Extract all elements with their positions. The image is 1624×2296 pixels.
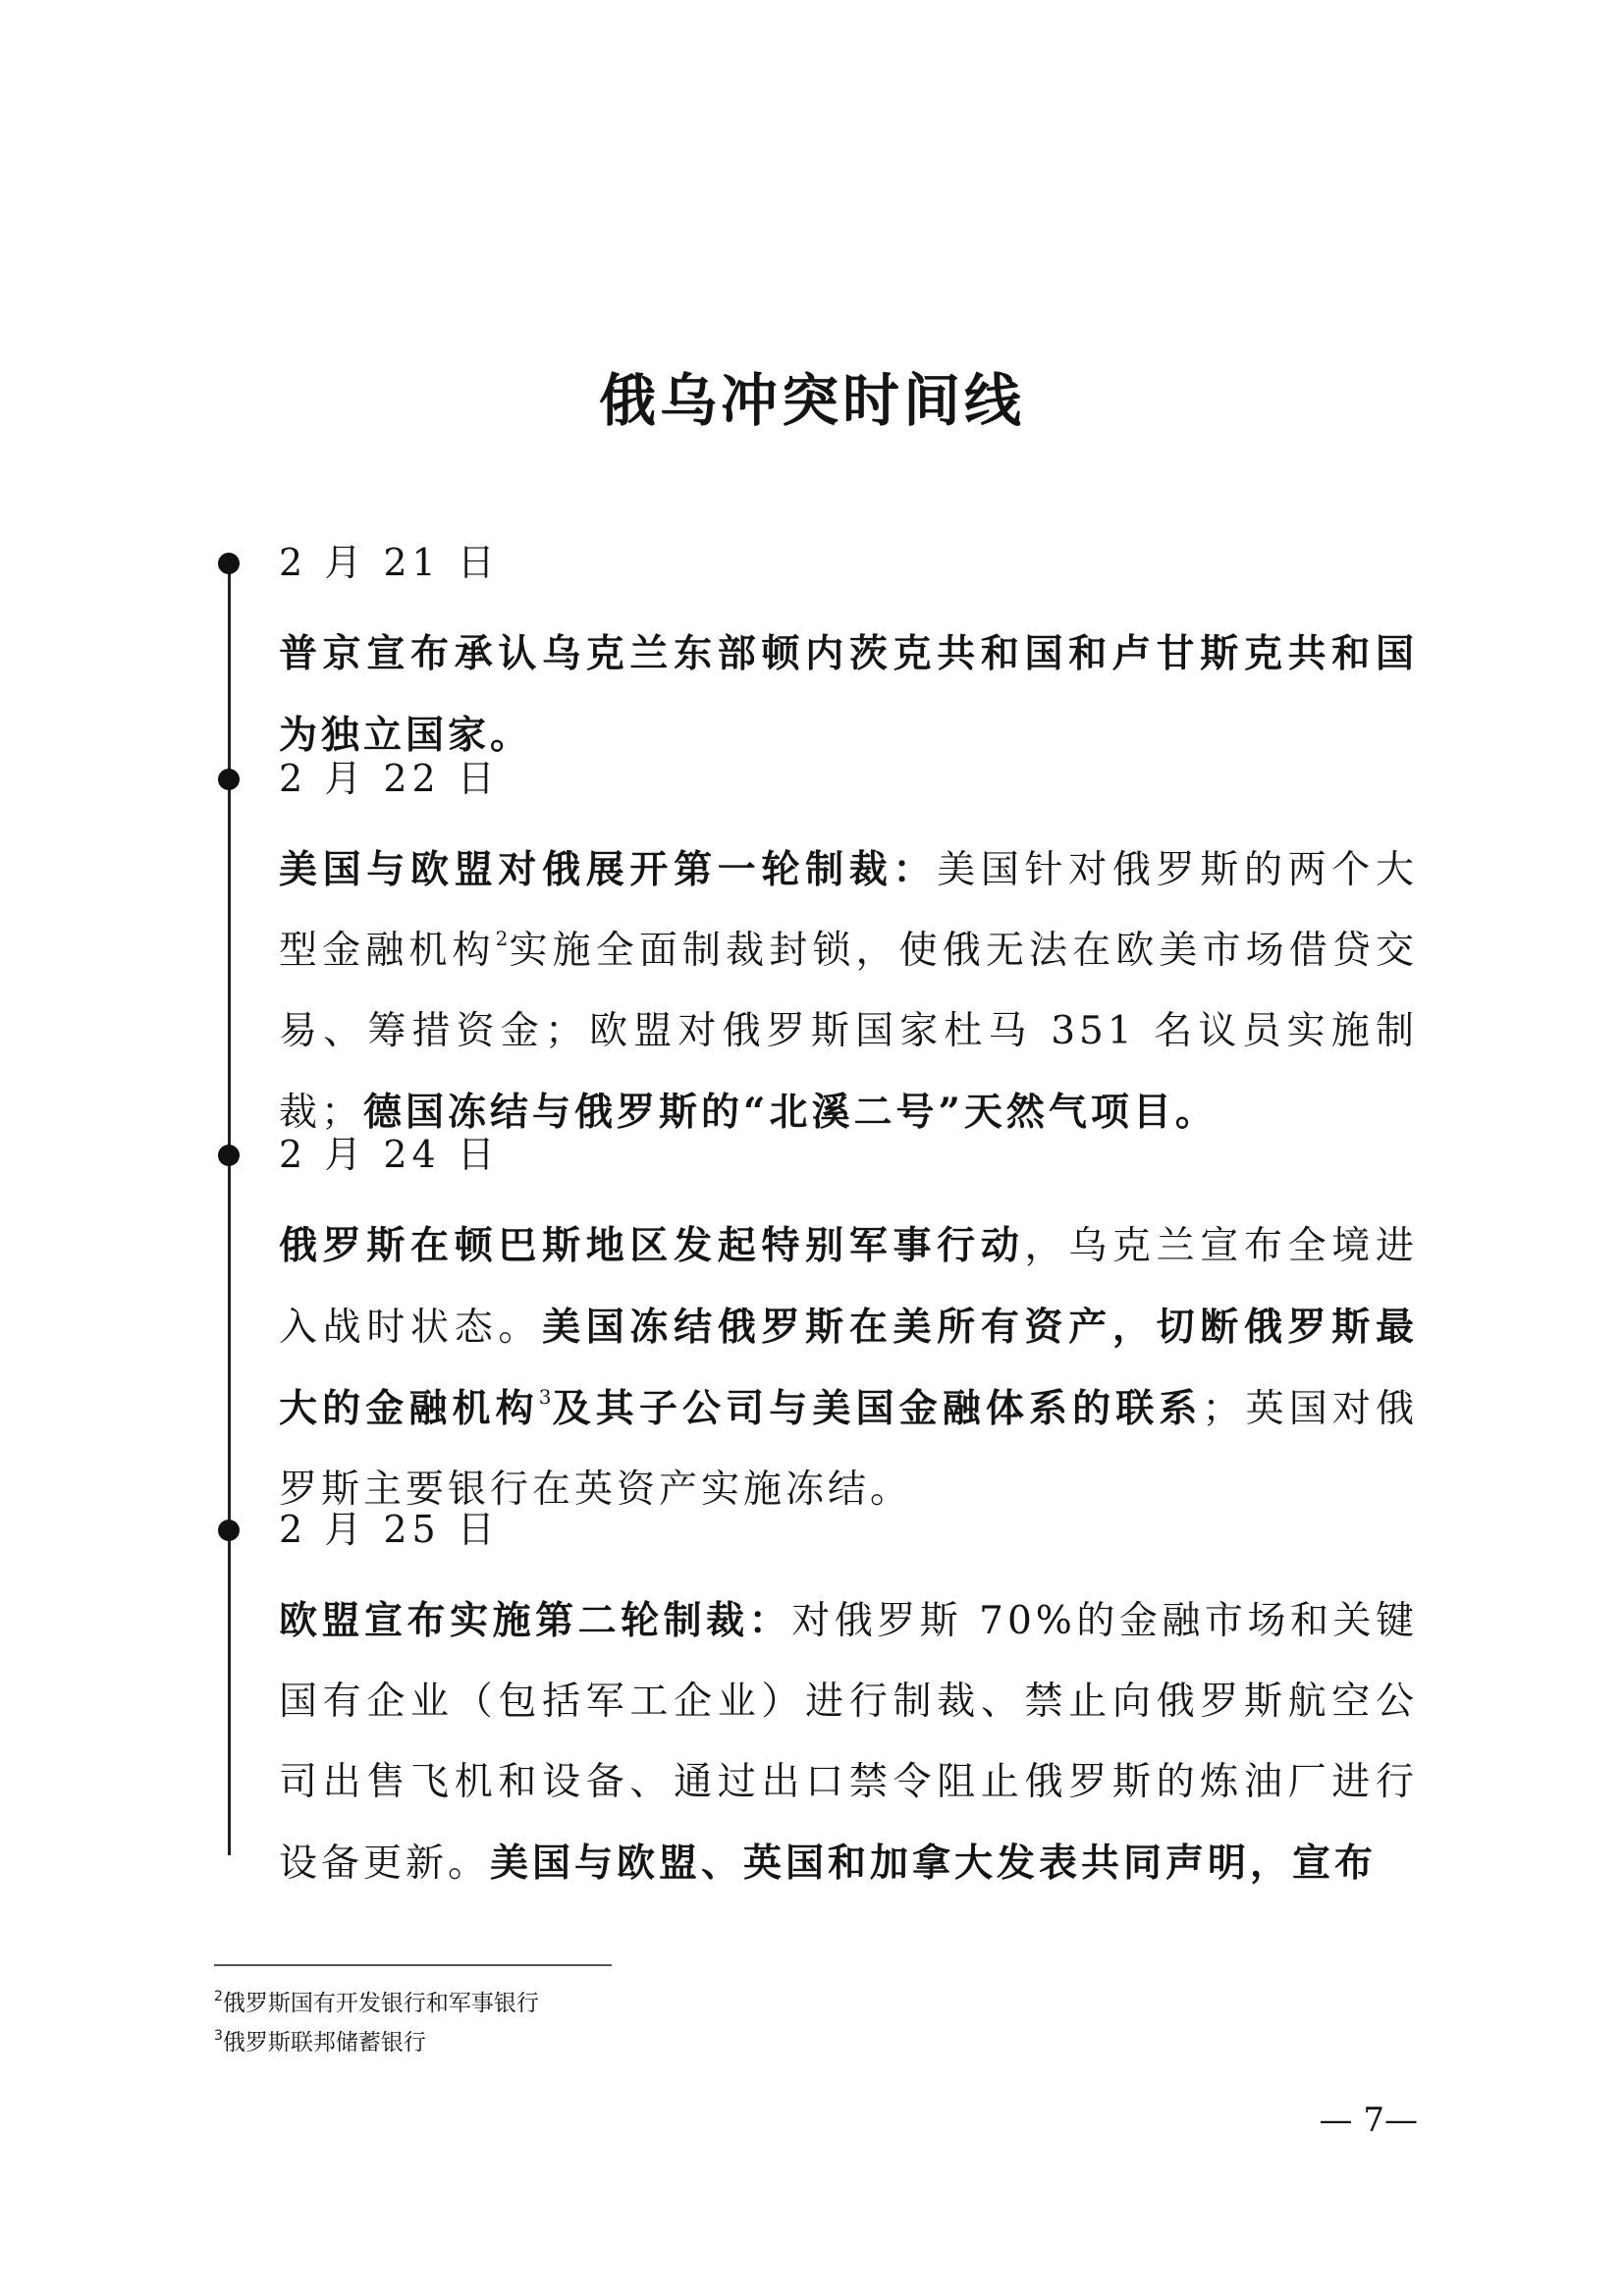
entry-text-bold: 欧盟宣布实施第二轮制裁： <box>279 1598 792 1643</box>
footnote <box>214 1987 539 2020</box>
entry-date: 2 月 25 日 <box>279 1508 500 1551</box>
footnote-number: 3 <box>214 2028 223 2044</box>
entry-text: ；英国对俄罗斯主要银行在英资产实施冻结。 <box>279 1387 1418 1512</box>
entry-date: 2 月 24 日 <box>279 1133 500 1176</box>
entry-text: 普京宣布承认乌克兰东部顿内茨克共和国和卢甘斯克共和国为独立国家。 <box>279 631 1418 758</box>
footnote-ref: 3 <box>538 1385 552 1409</box>
entry-text-bold: 及其子公司与美国金融体系的联系 <box>551 1386 1203 1431</box>
entry-text-bold: 俄罗斯在顿巴斯地区发起特别军事行动 <box>279 1223 1025 1268</box>
entry-text-bold: 美国与欧盟、英国和加拿大发表共同声明，宣布 <box>490 1841 1378 1886</box>
timeline-entry <box>279 533 1418 776</box>
entry-text-bold: 美国与欧盟对俄展开第一轮制裁： <box>279 847 938 892</box>
page-title: 俄乌冲突时间线 <box>598 367 1025 434</box>
footnote-divider <box>214 1964 612 1966</box>
entry-date: 2 月 22 日 <box>279 757 500 800</box>
footnote <box>214 2026 426 2059</box>
entry-body <box>279 1580 1418 1904</box>
footnote-text: 俄罗斯联邦储蓄银行 <box>222 2030 426 2056</box>
entry-text: 对俄罗斯 70%的金融市场和关键国有企业（包括军工企业）进行制裁、禁止向俄罗斯航空公司出售飞机和设备、通过出口禁令阻止俄罗斯的炼油厂进行设备更新。 <box>279 1599 1418 1886</box>
footnote-ref: 2 <box>495 927 509 950</box>
entry-text-bold: 德国冻结与俄罗斯的“北溪二号”天然气项目。 <box>363 1090 1218 1135</box>
entry-text-bold: 美国冻结俄罗斯在美所有资产，切断俄罗斯最大的金融机构 <box>279 1305 1418 1431</box>
entry-body <box>279 829 1418 1153</box>
page-number: — 7— <box>1319 2101 1418 2140</box>
timeline-dot <box>218 553 240 574</box>
timeline-dot <box>218 1145 240 1166</box>
entry-text: 美国针对俄罗斯的两个大型金融机构 <box>279 848 1418 973</box>
entry-body <box>279 1205 1418 1530</box>
footnote-text: 俄罗斯国有开发银行和军事银行 <box>222 1991 539 2016</box>
timeline-entry <box>279 1500 1418 1904</box>
timeline-line <box>228 567 231 1855</box>
timeline-dot <box>218 769 240 790</box>
entry-text: ，乌克兰宣布全境进入战时状态。 <box>279 1224 1418 1350</box>
timeline-entry <box>279 749 1418 1153</box>
timeline-entry <box>279 1125 1418 1530</box>
entry-text: 实施全面制裁封锁，使俄无法在欧美市场借贷交易、筹措资金；欧盟对俄罗斯国家杜马 351 名议员实施制裁； <box>279 929 1418 1135</box>
entry-date: 2 月 21 日 <box>279 541 500 584</box>
footnote-number: 2 <box>214 1989 223 2004</box>
timeline-dot <box>218 1520 240 1541</box>
